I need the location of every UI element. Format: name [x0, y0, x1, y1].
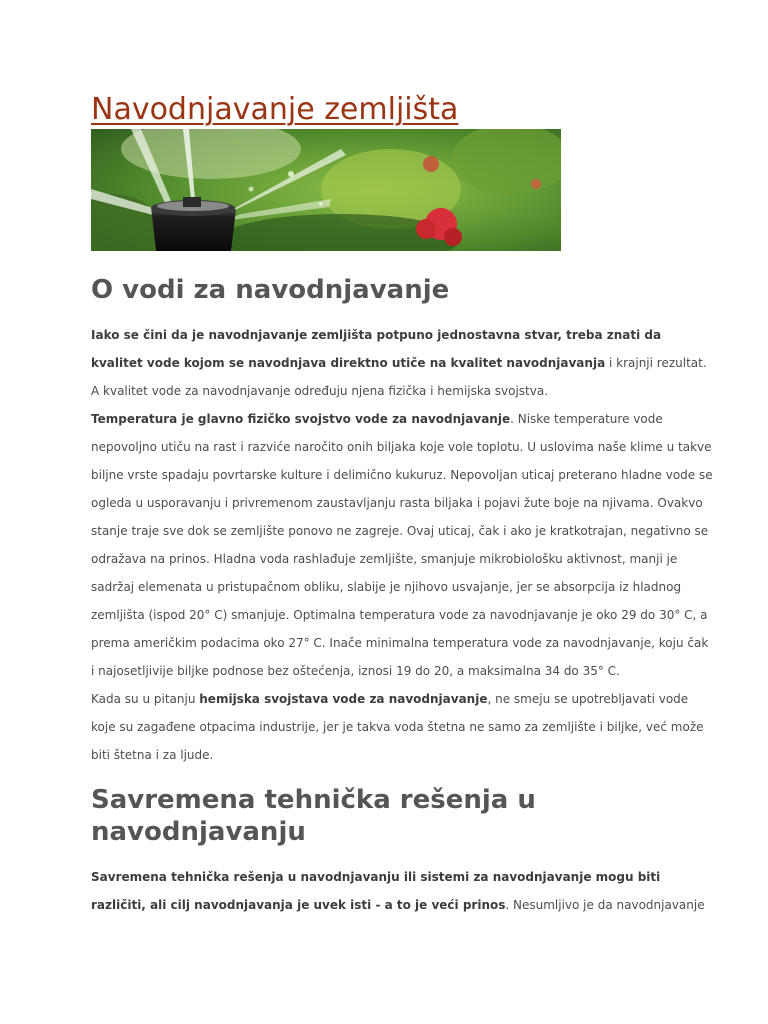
paragraph [91, 863, 705, 919]
bold-text: Savremena tehnička rešenja u navodnjavanju ili sistemi za navodnjavanje mogu biti [91, 870, 661, 884]
bold-text: hemijska svojstava vode za navodnjavanje [199, 692, 488, 706]
text-line: koje su zagađene otpacima industrije, jer je takva voda štetna ne samo za zemljište i biljke, već može [91, 720, 704, 734]
paragraph [91, 405, 713, 685]
text-line: biljne vrste spadaju povrtarske kulture i delimično kukuruz. Nepovoljan uticaj preterano hladne vode se [91, 468, 713, 482]
text-line: i najosetljivije biljke podnose bez oštećenja, iznosi 19 do 20, a maksimalna 34 do 35° C. [91, 664, 620, 678]
bold-text: različiti, ali cilj navodnjavanja je uvek isti - a to je veći prinos [91, 898, 506, 912]
section-body-water [91, 321, 713, 769]
text-line: ogleda u usporavanju i privremenom zaustavljanju rasta biljaka i pojavi žute boje na njivama. Ovakvo [91, 496, 703, 510]
paragraph [91, 685, 704, 769]
paragraph [91, 321, 707, 405]
text-line: odražava na prinos. Hladna voda rashlađuje zemljište, smanjuje mikrobiološku aktivnost, manji je [91, 552, 678, 566]
text: Kada su u pitanju [91, 692, 200, 706]
bold-text: kvalitet vode kojom se navodnjava direktno utiče na kvalitet navodnjavanja [91, 356, 606, 370]
sprinkler-image [91, 129, 561, 251]
bold-text: Iako se čini da je navodnjavanje zemljišta potpuno jednostavna stvar, treba znati da [91, 328, 662, 342]
page-title[interactable]: Navodnjavanje zemljišta [91, 92, 459, 127]
text-line: biti štetna i za ljude. [91, 748, 214, 762]
section-heading-solutions: Savremena tehnička rešenja u navodnjavanju [91, 785, 536, 847]
text-line: zemljišta (ispod 20° C) smanjuje. Optimalna temperatura vode za navodnjavanje je oko 29 do 30° C, a [91, 608, 708, 622]
text: i krajnji rezultat. [605, 356, 707, 370]
text: , ne smeju se upotrebljavati vode [487, 692, 689, 706]
text: . Nesumljivo je da navodnjavanje [505, 898, 705, 912]
text-line: A kvalitet vode za navodnjavanje određuju njena fizička i hemijska svojstva. [91, 384, 549, 398]
text-line: prema američkim podacima oko 27° C. Inače minimalna temperatura vode za navodnjavanje, koju čak [91, 636, 709, 650]
text-line: nepovoljno utiču na rast i razviće naročito onih biljaka koje vole toplotu. U uslovima naše klime u takve [91, 440, 712, 454]
text-line: stanje traje sve dok se zemljište ponovo ne zagreje. Ovaj uticaj, čak i ako je kratkotrajan, negativno se [91, 524, 709, 538]
section-heading-water: O vodi za navodnjavanje [91, 275, 450, 305]
section-body-solutions [91, 863, 705, 919]
bold-text: Temperatura je glavno fizičko svojstvo vode za navodnjavanje [91, 412, 511, 426]
text-line: sadržaj elemenata u pristupačnom obliku, slabije je njihovo usvajanje, jer se absorpcija iz hladnog [91, 580, 682, 594]
text: . Niske temperature vode [510, 412, 663, 426]
